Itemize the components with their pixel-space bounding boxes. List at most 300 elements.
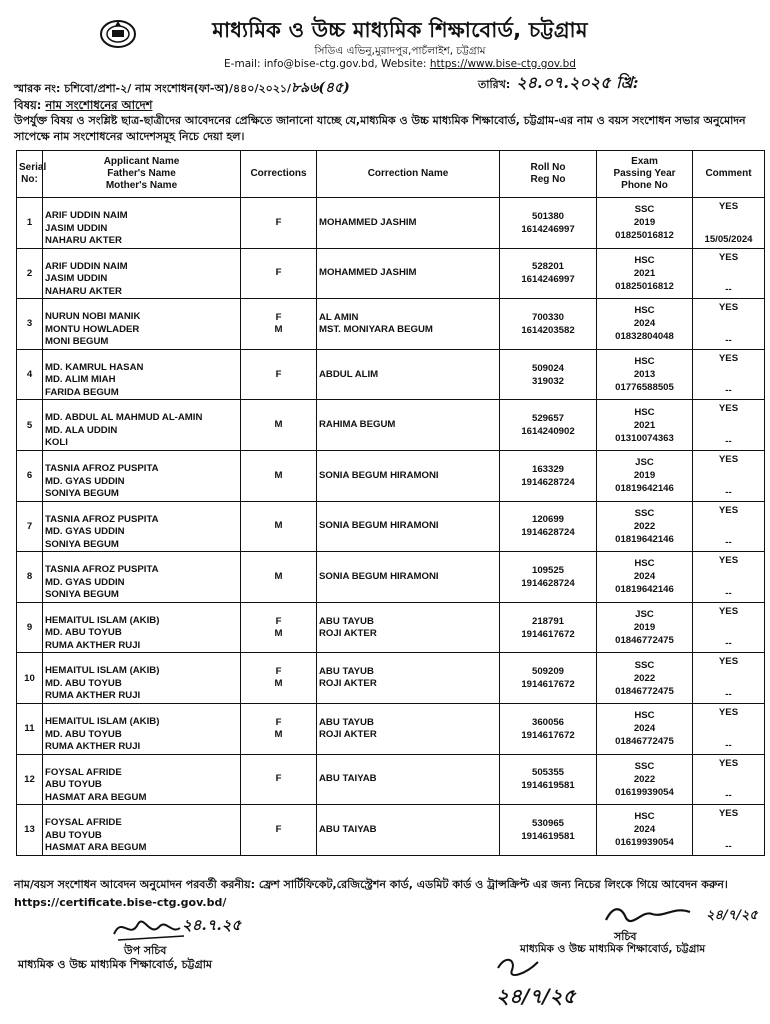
- passing-year: 2021: [633, 267, 656, 279]
- phone-no: 01619939054: [615, 837, 674, 849]
- board-contact: [200, 58, 600, 70]
- father-name: JASIM UDDIN: [45, 273, 108, 285]
- mother-name: RUMA AKTHER RUJI: [45, 639, 141, 651]
- applicant-cell: [43, 653, 241, 704]
- passing-year: 2022: [633, 520, 656, 532]
- roll-reg-cell: [500, 703, 597, 754]
- table-row: [17, 400, 765, 451]
- board-website-link[interactable]: https://www.bise-ctg.gov.bd: [429, 58, 576, 70]
- applicant-cell: [43, 703, 241, 754]
- comment-status: YES: [718, 555, 739, 567]
- correction-name: ROJI AKTER: [319, 678, 377, 690]
- comment-note: 15/05/2024: [704, 233, 753, 245]
- comment-cell: [693, 754, 765, 805]
- table-row: [17, 754, 765, 805]
- exam-name: SSC: [634, 507, 655, 519]
- comment-note: --: [725, 334, 732, 346]
- serial-cell: 11: [17, 703, 43, 754]
- serial-cell: 9: [17, 602, 43, 653]
- applicant-name: MD. ABDUL AL MAHMUD AL-AMIN: [45, 412, 203, 424]
- header-correction-name: Correction Name: [317, 151, 500, 198]
- father-name: MD. ABU TOYUB: [45, 677, 122, 689]
- table-row: [17, 501, 765, 552]
- corrections-cell: [241, 198, 317, 249]
- mother-name: SONIYA BEGUM: [45, 589, 119, 601]
- father-name: MD. GYAS UDDIN: [45, 576, 125, 588]
- passing-year: 2024: [633, 571, 656, 583]
- exam-name: JSC: [635, 609, 654, 621]
- applicant-cell: [43, 400, 241, 451]
- correction-type: F: [275, 311, 282, 323]
- phone-no: 01819642146: [615, 533, 674, 545]
- roll-no: 700330: [531, 311, 564, 323]
- comment-cell: [693, 653, 765, 704]
- reg-no: 1914619581: [521, 830, 575, 842]
- exam-cell: [597, 602, 693, 653]
- father-name: JASIM UDDIN: [45, 222, 108, 234]
- phone-no: 01825016812: [615, 230, 674, 242]
- father-name: MD. ALIM MIAH: [45, 374, 116, 386]
- comment-note: --: [725, 537, 732, 549]
- father-name: MD. ABU TOYUB: [45, 627, 122, 639]
- comment-cell: [693, 349, 765, 400]
- comment-cell: [693, 552, 765, 603]
- comment-status: YES: [718, 656, 739, 668]
- mother-name: HASMAT ARA BEGUM: [45, 842, 147, 854]
- correction-type: M: [274, 419, 283, 431]
- table-row: [17, 552, 765, 603]
- comment-status: YES: [718, 504, 739, 516]
- header-applicant: Applicant Name Father's Name Mother's Name: [43, 151, 241, 198]
- correction-name: AL AMIN: [319, 311, 359, 323]
- applicant-name: FOYSAL AFRIDE: [45, 766, 122, 778]
- comment-status: YES: [718, 706, 739, 718]
- correction-type: M: [274, 570, 283, 582]
- intro-paragraph: উপর্যুক্ত বিষয় ও সংশ্লিষ্ট ছাত্র-ছাত্রীদের আবেদনের প্রেক্ষিতে জানানো যাচ্ছে যে,মাধ্যমিক ও উচ্চ মাধ্যমিক শিক্ষাবোর্ড, চট্টগ্রাম-এর নাম ও বয়স সংশোধন সভার অনুমোদন সাপেক্ষে নাম সংশোধনের আদেশসমূহ নিচে দেয়া হল।: [14, 114, 746, 143]
- applicant-cell: [43, 450, 241, 501]
- exam-name: SSC: [634, 760, 655, 772]
- serial-cell: 2: [17, 248, 43, 299]
- board-address: সিডিএ এভিনু,মুরাদপুর,পাচঁলাইশ, চট্টগ্রাম: [314, 45, 486, 57]
- exam-cell: [597, 653, 693, 704]
- corrections-cell: [241, 299, 317, 350]
- serial-cell: 7: [17, 501, 43, 552]
- correction-name-cell: [317, 400, 500, 451]
- correction-type: M: [274, 728, 283, 740]
- secretary-signature-date: ২৪/৭/২৫: [706, 908, 758, 923]
- correction-name: ABU TAYUB: [319, 666, 374, 678]
- serial-cell: 8: [17, 552, 43, 603]
- roll-reg-cell: [500, 299, 597, 350]
- correction-table: [16, 150, 765, 856]
- applicant-cell: [43, 805, 241, 856]
- corrections-cell: [241, 602, 317, 653]
- date-handwritten: ২৪.০৭.২০২৫ খ্রি:: [516, 73, 639, 92]
- roll-no: 509209: [531, 666, 564, 678]
- mother-name: RUMA AKTHER RUJI: [45, 741, 141, 753]
- applicant-cell: [43, 602, 241, 653]
- corrections-cell: [241, 552, 317, 603]
- table-row: [17, 703, 765, 754]
- reg-no: 1614240902: [521, 426, 575, 438]
- serial-cell: 12: [17, 754, 43, 805]
- comment-cell: [693, 501, 765, 552]
- mother-name: SONIYA BEGUM: [45, 538, 119, 550]
- correction-type: F: [275, 773, 282, 785]
- applicant-name: ARIF UDDIN NAIM: [45, 260, 128, 272]
- applicant-name: TASNIA AFROZ PUSPITA: [45, 513, 159, 525]
- comment-cell: [693, 400, 765, 451]
- reg-no: 1614203582: [521, 324, 575, 336]
- table-row: [17, 349, 765, 400]
- comment-status: YES: [718, 808, 739, 820]
- exam-cell: [597, 703, 693, 754]
- applicant-cell: [43, 198, 241, 249]
- applicant-name: ARIF UDDIN NAIM: [45, 210, 128, 222]
- board-title: মাধ্যমিক ও উচ্চ মাধ্যমিক শিক্ষাবোর্ড, চট্টগ্রাম: [212, 18, 588, 42]
- exam-cell: [597, 805, 693, 856]
- date-label: তারিখ:: [478, 78, 511, 91]
- comment-note: --: [725, 435, 732, 447]
- correction-name: ABU TAIYAB: [319, 823, 377, 835]
- table-row: [17, 248, 765, 299]
- exam-cell: [597, 552, 693, 603]
- correction-name: SONIA BEGUM HIRAMONI: [319, 570, 439, 582]
- header-serial: Serial No:: [17, 151, 43, 198]
- footer-note-text: নাম/বয়স সংশোধন আবেদন অনুমোদন পরবর্তী করনীয়: ফ্রেশ সার্টিফিকেট,রেজিস্ট্রেশন কার্ড, এডমিট কার্ড ও ট্রান্সক্রিপ্ট এর জন্য নিচের লিংকে গিয়ে আবেদন করুন।: [14, 878, 728, 891]
- header-exam: Exam Passing Year Phone No: [597, 151, 693, 198]
- certificate-link[interactable]: https://certificate.bise-ctg.gov.bd/: [14, 896, 227, 909]
- roll-no: 163329: [531, 463, 564, 475]
- passing-year: 2024: [633, 824, 656, 836]
- correction-name-cell: [317, 299, 500, 350]
- correction-type: F: [275, 216, 282, 228]
- correction-name-cell: [317, 248, 500, 299]
- corrections-cell: [241, 248, 317, 299]
- corrections-cell: [241, 805, 317, 856]
- exam-name: HSC: [634, 406, 655, 418]
- passing-year: 2024: [633, 318, 656, 330]
- serial-cell: 1: [17, 198, 43, 249]
- passing-year: 2024: [633, 723, 656, 735]
- correction-name: SONIA BEGUM HIRAMONI: [319, 469, 439, 481]
- exam-cell: [597, 400, 693, 451]
- reg-no: 1914619581: [521, 780, 575, 792]
- comment-note: --: [725, 638, 732, 650]
- corrections-cell: [241, 400, 317, 451]
- father-name: MD. GYAS UDDIN: [45, 526, 125, 538]
- applicant-name: TASNIA AFROZ PUSPITA: [45, 463, 159, 475]
- reg-no: 319032: [531, 375, 564, 387]
- corrections-cell: [241, 450, 317, 501]
- comment-cell: [693, 198, 765, 249]
- comment-cell: [693, 703, 765, 754]
- phone-no: 01619939054: [615, 786, 674, 798]
- correction-name: SONIA BEGUM HIRAMONI: [319, 520, 439, 532]
- exam-name: HSC: [634, 305, 655, 317]
- phone-no: 01776588505: [615, 382, 674, 394]
- reg-no: 1914628724: [521, 476, 575, 488]
- comment-cell: [693, 805, 765, 856]
- comment-note: --: [725, 486, 732, 498]
- exam-cell: [597, 198, 693, 249]
- table-row: [17, 653, 765, 704]
- corrections-cell: [241, 501, 317, 552]
- table-row: [17, 299, 765, 350]
- exam-name: SSC: [634, 204, 655, 216]
- applicant-name: HEMAITUL ISLAM (AKIB): [45, 614, 160, 626]
- memo-date: [478, 70, 639, 97]
- table-row: [17, 450, 765, 501]
- secretary-title: সচিব: [614, 930, 637, 943]
- serial-cell: 10: [17, 653, 43, 704]
- exam-name: SSC: [634, 659, 655, 671]
- exam-name: HSC: [634, 710, 655, 722]
- correction-name: ROJI AKTER: [319, 627, 377, 639]
- comment-status: YES: [718, 453, 739, 465]
- correction-name: MST. MONIYARA BEGUM: [319, 323, 433, 335]
- applicant-name: MD. KAMRUL HASAN: [45, 361, 144, 373]
- father-name: MONTU HOWLADER: [45, 323, 140, 335]
- comment-status: YES: [718, 201, 739, 212]
- roll-no: 501380: [531, 210, 564, 222]
- phone-no: 01819642146: [615, 483, 674, 495]
- exam-cell: [597, 349, 693, 400]
- correction-type: M: [274, 627, 283, 639]
- passing-year: 2019: [633, 217, 656, 229]
- correction-type: F: [275, 823, 282, 835]
- correction-name: ROJI AKTER: [319, 728, 377, 740]
- correction-name-cell: [317, 703, 500, 754]
- phone-no: 01825016812: [615, 280, 674, 292]
- serial-cell: 13: [17, 805, 43, 856]
- mother-name: FARIDA BEGUM: [45, 386, 119, 398]
- roll-reg-cell: [500, 349, 597, 400]
- exam-name: HSC: [634, 558, 655, 570]
- corrections-cell: [241, 349, 317, 400]
- serial-cell: 5: [17, 400, 43, 451]
- father-name: ABU TOYUB: [45, 779, 102, 791]
- roll-reg-cell: [500, 754, 597, 805]
- header-roll-reg: Roll No Reg No: [500, 151, 597, 198]
- corrections-cell: [241, 653, 317, 704]
- reg-no: 1914628724: [521, 577, 575, 589]
- comment-status: YES: [718, 403, 739, 415]
- father-name: ABU TOYUB: [45, 829, 102, 841]
- applicant-name: TASNIA AFROZ PUSPITA: [45, 564, 159, 576]
- correction-name: ABDUL ALIM: [319, 368, 379, 380]
- applicant-name: NURUN NOBI MANIK: [45, 311, 141, 323]
- applicant-cell: [43, 349, 241, 400]
- correction-name: RAHIMA BEGUM: [319, 419, 396, 431]
- roll-no: 505355: [531, 767, 564, 779]
- exam-cell: [597, 299, 693, 350]
- correction-type: F: [275, 716, 282, 728]
- comment-note: --: [725, 688, 732, 700]
- correction-type: F: [275, 615, 282, 627]
- correction-name-cell: [317, 501, 500, 552]
- mother-name: MONI BEGUM: [45, 336, 109, 348]
- reg-no: 1914617672: [521, 628, 575, 640]
- table-row: [17, 198, 765, 249]
- roll-reg-cell: [500, 248, 597, 299]
- correction-name: ABU TAYUB: [319, 716, 374, 728]
- serial-cell: 6: [17, 450, 43, 501]
- applicant-cell: [43, 501, 241, 552]
- correction-name-cell: [317, 198, 500, 249]
- roll-reg-cell: [500, 552, 597, 603]
- comment-cell: [693, 450, 765, 501]
- correction-name-cell: [317, 450, 500, 501]
- handwritten-bottom-date: ২৪/৭/২৫: [496, 984, 576, 1008]
- comment-cell: [693, 248, 765, 299]
- exam-cell: [597, 450, 693, 501]
- serial-cell: 3: [17, 299, 43, 350]
- applicant-cell: [43, 299, 241, 350]
- exam-name: HSC: [634, 811, 655, 823]
- comment-note: --: [725, 739, 732, 751]
- phone-no: 01846772475: [615, 685, 674, 697]
- passing-year: 2021: [633, 419, 656, 431]
- correction-name: ABU TAYUB: [319, 615, 374, 627]
- memo-label: স্মারক নং: চশিবো/প্রশা-২/ নাম সংশোধন(ফা-অ)/৪৪০/২০২১/: [14, 82, 292, 95]
- father-name: MD. ABU TOYUB: [45, 728, 122, 740]
- exam-name: HSC: [634, 356, 655, 368]
- table-row: [17, 602, 765, 653]
- correction-type: M: [274, 323, 283, 335]
- comment-status: YES: [718, 757, 739, 769]
- roll-reg-cell: [500, 602, 597, 653]
- roll-no: 528201: [531, 261, 564, 273]
- exam-cell: [597, 248, 693, 299]
- roll-reg-cell: [500, 653, 597, 704]
- deputy-secretary-board: মাধ্যমিক ও উচ্চ মাধ্যমিক শিক্ষাবোর্ড, চট্টগ্রাম: [18, 958, 213, 971]
- roll-no: 218791: [531, 615, 564, 627]
- applicant-name: HEMAITUL ISLAM (AKIB): [45, 716, 160, 728]
- serial-cell: 4: [17, 349, 43, 400]
- roll-no: 529657: [531, 413, 564, 425]
- passing-year: 2022: [633, 773, 656, 785]
- mother-name: NAHARU AKTER: [45, 235, 122, 247]
- correction-name-cell: [317, 552, 500, 603]
- roll-no: 509024: [531, 362, 564, 374]
- comment-cell: [693, 299, 765, 350]
- applicant-name: HEMAITUL ISLAM (AKIB): [45, 665, 160, 677]
- roll-reg-cell: [500, 501, 597, 552]
- applicant-cell: [43, 552, 241, 603]
- phone-no: 01819642146: [615, 584, 674, 596]
- comment-note: --: [725, 385, 732, 397]
- table-header-row: [17, 151, 765, 198]
- reg-no: 1914628724: [521, 527, 575, 539]
- father-name: MD. ALA UDDIN: [45, 424, 118, 436]
- phone-no: 01846772475: [615, 635, 674, 647]
- roll-no: 360056: [531, 716, 564, 728]
- deputy-signature-date: ২৪.৭.২৫: [182, 916, 242, 934]
- mother-name: NAHARU AKTER: [45, 285, 122, 297]
- roll-no: 120699: [531, 514, 564, 526]
- exam-name: HSC: [634, 254, 655, 266]
- applicant-name: FOYSAL AFRIDE: [45, 817, 122, 829]
- correction-type: F: [275, 267, 282, 279]
- comment-status: YES: [718, 605, 739, 617]
- reg-no: 1914617672: [521, 729, 575, 741]
- memo-handwritten-number: ৮৯৬(৪৫): [291, 80, 350, 96]
- passing-year: 2019: [633, 470, 656, 482]
- passing-year: 2019: [633, 622, 656, 634]
- table-body: [17, 198, 765, 856]
- comment-note: --: [725, 840, 732, 852]
- correction-name-cell: [317, 602, 500, 653]
- exam-cell: [597, 754, 693, 805]
- mother-name: SONIYA BEGUM: [45, 488, 119, 500]
- correction-name: MOHAMMED JASHIM: [319, 216, 417, 228]
- corrections-cell: [241, 703, 317, 754]
- reg-no: 1614246997: [521, 274, 575, 286]
- board-seal-icon: [98, 18, 138, 50]
- header-comment: Comment: [693, 151, 765, 198]
- father-name: MD. GYAS UDDIN: [45, 475, 125, 487]
- roll-reg-cell: [500, 805, 597, 856]
- correction-name: MOHAMMED JASHIM: [319, 267, 417, 279]
- correction-name-cell: [317, 805, 500, 856]
- correction-type: M: [274, 469, 283, 481]
- passing-year: 2013: [633, 369, 656, 381]
- header-corrections: Corrections: [241, 151, 317, 198]
- corrections-cell: [241, 754, 317, 805]
- applicant-cell: [43, 754, 241, 805]
- correction-name: ABU TAIYAB: [319, 773, 377, 785]
- comment-status: YES: [718, 251, 739, 263]
- correction-type: F: [275, 368, 282, 380]
- comment-status: YES: [718, 302, 739, 314]
- reg-no: 1614246997: [521, 223, 575, 235]
- roll-no: 109525: [531, 564, 564, 576]
- passing-year: 2022: [633, 672, 656, 684]
- roll-no: 530965: [531, 817, 564, 829]
- correction-name-cell: [317, 653, 500, 704]
- comment-note: --: [725, 284, 732, 296]
- exam-cell: [597, 501, 693, 552]
- correction-name-cell: [317, 349, 500, 400]
- roll-reg-cell: [500, 400, 597, 451]
- phone-no: 01310074363: [615, 432, 674, 444]
- subject-value: নাম সংশোধনের আদেশ: [45, 98, 153, 112]
- deputy-secretary-title: উপ সচিব: [124, 944, 167, 957]
- mother-name: HASMAT ARA BEGUM: [45, 791, 147, 803]
- secretary-board: মাধ্যমিক ও উচ্চ মাধ্যমিক শিক্ষাবোর্ড, চট্টগ্রাম: [520, 943, 706, 955]
- exam-name: JSC: [635, 457, 654, 469]
- comment-status: YES: [718, 352, 739, 364]
- contact-email: E-mail: info@bise-ctg.gov.bd, Website:: [224, 58, 427, 70]
- correction-type: M: [274, 520, 283, 532]
- applicant-cell: [43, 248, 241, 299]
- roll-reg-cell: [500, 198, 597, 249]
- correction-type: F: [275, 666, 282, 678]
- correction-type: M: [274, 678, 283, 690]
- reg-no: 1914617672: [521, 679, 575, 691]
- comment-note: --: [725, 790, 732, 802]
- phone-no: 01846772475: [615, 736, 674, 748]
- subject-label: বিষয়:: [14, 98, 42, 112]
- mother-name: RUMA AKTHER RUJI: [45, 690, 141, 702]
- mother-name: KOLI: [45, 437, 68, 449]
- table-row: [17, 805, 765, 856]
- secretary-signature: [600, 900, 710, 930]
- roll-reg-cell: [500, 450, 597, 501]
- deputy-secretary-block: [14, 910, 314, 980]
- comment-cell: [693, 602, 765, 653]
